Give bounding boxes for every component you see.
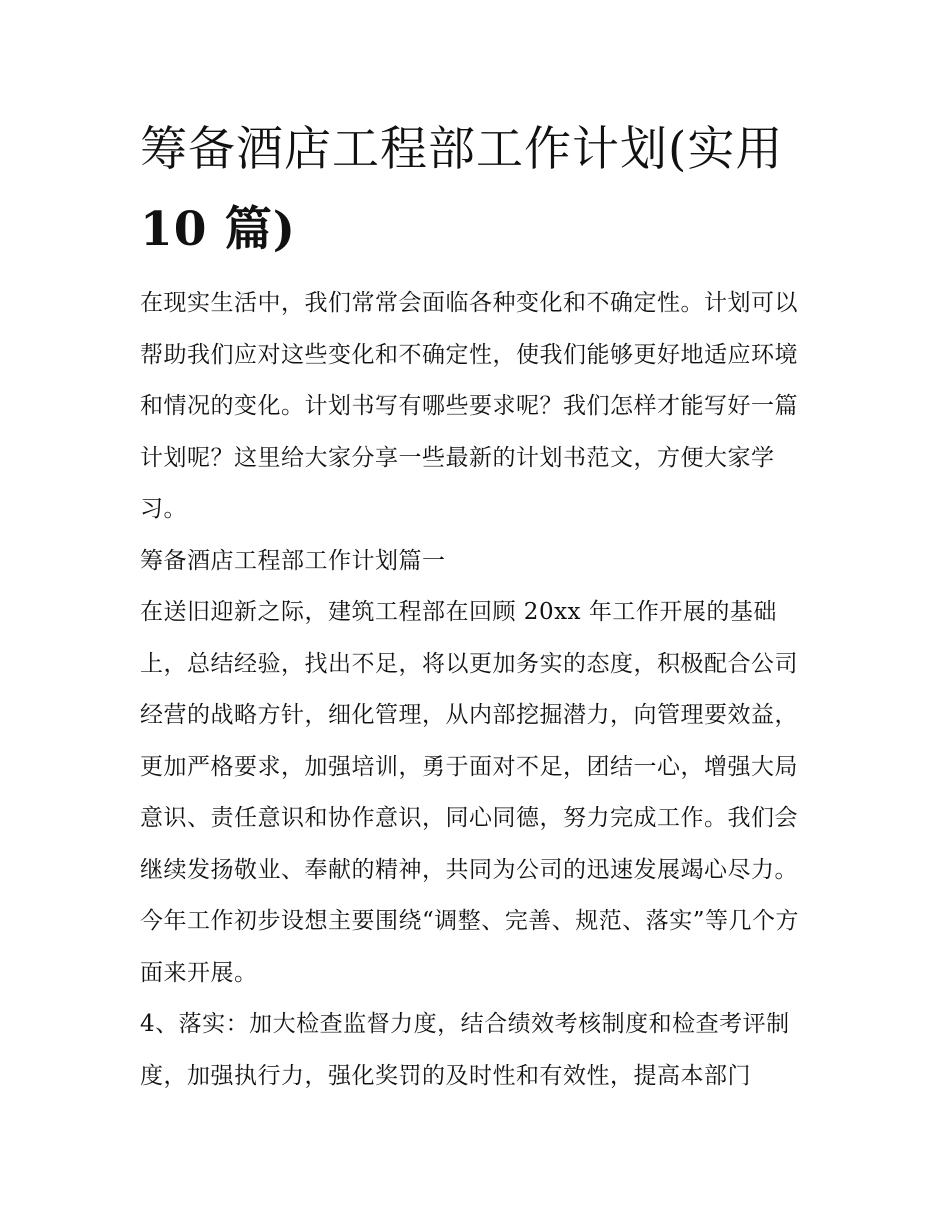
- list-item-4: 4、落实：加大检查监督力度，结合绩效考核制度和检查考评制度，加强执行力，强化奖罚的及时性和有效性，提高本部门: [140, 1011, 790, 1089]
- title-line-1: 筹备酒店工程部工作计划(实用: [140, 122, 784, 177]
- intro-paragraph: 在现实生活中，我们常常会面临各种变化和不确定性。计划可以帮助我们应对这些变化和不确定性，使我们能够更好地适应环境和情况的变化。计划书写有哪些要求呢？我们怎样才能写好一篇计划呢？这里给大家分享一些最新的计划书范文，方便大家学习。: [140, 290, 798, 522]
- section-heading: 筹备酒店工程部工作计划篇一: [140, 547, 446, 574]
- title-number: 10: [140, 202, 208, 257]
- title-line-2-rest: 篇): [207, 202, 297, 257]
- document-page: [140, 110, 820, 1102]
- document-title: [140, 110, 820, 270]
- body-paragraph: 在送旧迎新之际，建筑工程部在回顾 20xx 年工作开展的基础上，总结经验，找出不足，将以更加务实的态度，积极配合公司经营的战略方针，细化管理，从内部挖掘潜力，向管理要效益，更加严格要求，加强培训，勇于面对不足，团结一心，增强大局意识、责任意识和协作意识，同心同德，努力完成工作。我们会继续发扬敬业、奉献的精神，共同为公司的迅速发展竭心尽力。今年工作初步设想主要围绕“调整、完善、规范、落实”等几个方面来开展。: [140, 599, 800, 986]
